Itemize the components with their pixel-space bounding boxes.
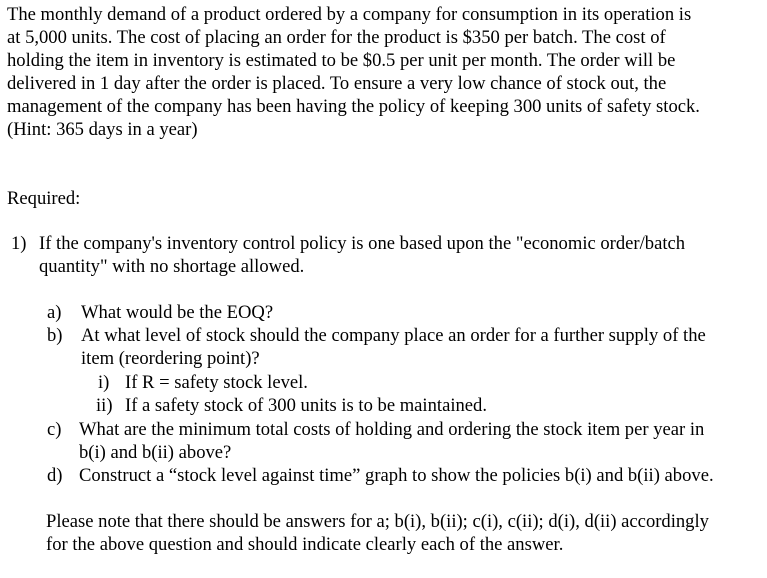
part-text: [79, 418, 759, 464]
problem-line: delivered in 1 day after the order is placed. To ensure a very low chance of stock out, the: [7, 73, 667, 94]
subpart-marker: i): [98, 372, 110, 393]
part-line: item (reordering point)?: [81, 348, 260, 369]
answer-note: [46, 510, 764, 556]
part-text: [81, 324, 761, 370]
question-line: If the company's inventory control policy is one based upon the "economic order/batch: [39, 233, 686, 254]
part-line: What would be the EOQ?: [81, 302, 274, 323]
part-text: [79, 464, 759, 487]
note-line: for the above question and should indicate clearly each of the answer.: [46, 534, 564, 555]
problem-line: at 5,000 units. The cost of placing an order for the product is $350 per batch. The cost of: [7, 27, 666, 48]
part-line: b(i) and b(ii) above?: [79, 442, 232, 463]
part-marker: d): [47, 465, 63, 486]
part-line: At what level of stock should the company place an order for a further supply of the: [81, 325, 706, 346]
subpart-marker: ii): [96, 395, 113, 416]
required-heading: Required:: [7, 188, 81, 209]
subpart-text: If a safety stock of 300 units is to be maintained.: [125, 395, 487, 416]
question-text: [39, 232, 759, 278]
part-marker: a): [47, 302, 62, 323]
problem-statement: [7, 3, 764, 141]
problem-line: The monthly demand of a product ordered by a company for consumption in its operation is: [7, 4, 692, 25]
part-line: Construct a “stock level against time” graph to show the policies b(i) and b(ii) above.: [79, 465, 714, 486]
subpart-text: If R = safety stock level.: [125, 372, 308, 393]
part-text: [81, 301, 761, 324]
question-number: 1): [11, 233, 27, 254]
problem-line: holding the item in inventory is estimated to be $0.5 per unit per month. The order will be: [7, 50, 676, 71]
part-marker: c): [47, 419, 62, 440]
problem-hint: (Hint: 365 days in a year): [7, 119, 198, 140]
note-line: Please note that there should be answers for a; b(i), b(ii); c(i), c(ii); d(i), d(ii) accordingly: [46, 511, 709, 532]
problem-line: management of the company has been having the policy of keeping 300 units of safety stock.: [7, 96, 700, 117]
part-line: What are the minimum total costs of holding and ordering the stock item per year in: [79, 419, 705, 440]
part-marker: b): [47, 325, 63, 346]
question-line: quantity" with no shortage allowed.: [39, 256, 305, 277]
